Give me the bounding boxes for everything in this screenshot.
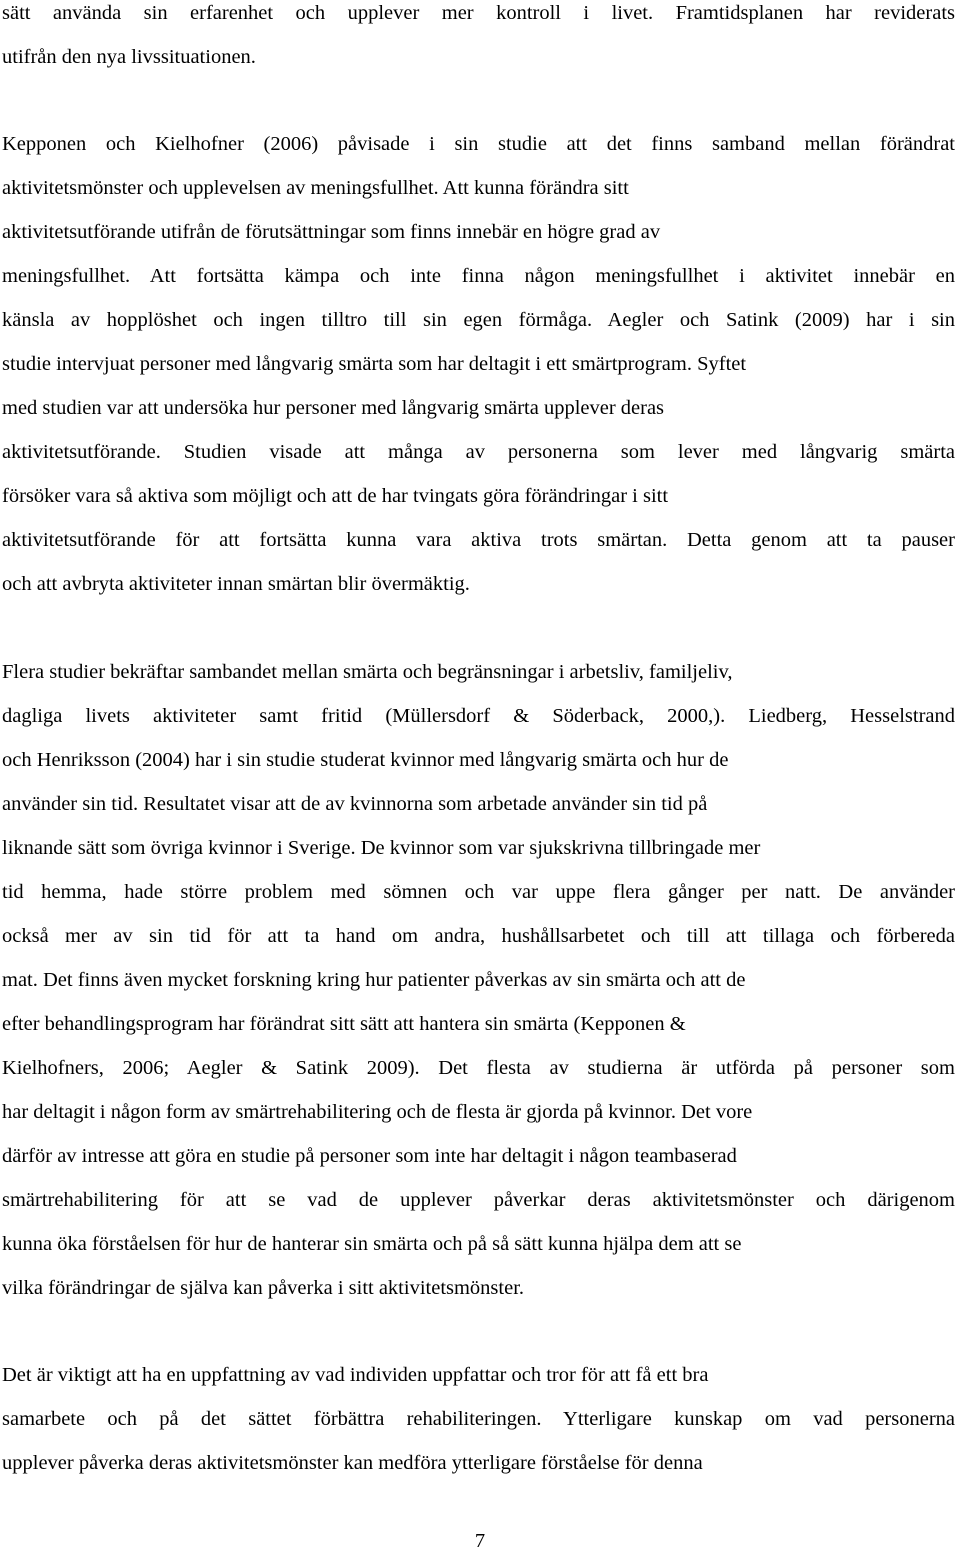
- text-line: Kepponen och Kielhofner (2006) påvisade i sin studie att det finns samband mellan förändrat: [2, 133, 955, 155]
- text-line: utifrån den nya livssituationen.: [2, 46, 256, 68]
- text-line: också mer av sin tid för att ta hand om andra, hushållsarbetet och till att tillaga och förbereda: [2, 925, 955, 947]
- text-line: därför av intresse att göra en studie på personer som inte har deltagit i någon teambaserad: [2, 1145, 737, 1167]
- text-line: aktivitetsmönster och upplevelsen av meningsfullhet. Att kunna förändra sitt: [2, 177, 629, 199]
- text-line: samarbete och på det sättet förbättra rehabiliteringen. Ytterligare kunskap om vad personerna: [2, 1408, 955, 1430]
- text-line: aktivitetsutförande utifrån de förutsättningar som finns innebär en högre grad av: [2, 221, 661, 243]
- text-line: Flera studier bekräftar sambandet mellan smärta och begränsningar i arbetsliv, familjeliv,: [2, 661, 733, 683]
- text-line: upplever påverka deras aktivitetsmönster kan medföra ytterligare förståelse för denna: [2, 1452, 703, 1474]
- text-line: meningsfullhet. Att fortsätta kämpa och inte finna någon meningsfullhet i aktivitet innebär en: [2, 265, 955, 287]
- text-line: vilka förändringar de själva kan påverka i sitt aktivitetsmönster.: [2, 1277, 525, 1299]
- text-line: och Henriksson (2004) har i sin studie studerat kvinnor med långvarig smärta och hur de: [2, 749, 729, 771]
- text-line: har deltagit i någon form av smärtrehabilitering och de flesta är gjorda på kvinnor. Det vore: [2, 1101, 753, 1123]
- text-line: använder sin tid. Resultatet visar att de av kvinnorna som arbetade använder sin tid på: [2, 793, 708, 815]
- page-number: 7: [474, 1530, 486, 1552]
- text-line: mat. Det finns även mycket forskning kring hur patienter påverkas av sin smärta och att de: [2, 969, 746, 991]
- text-line: aktivitetsutförande för att fortsätta kunna vara aktiva trots smärtan. Detta genom att ta pauser: [2, 529, 955, 551]
- text-line: smärtrehabilitering för att se vad de upplever påverkar deras aktivitetsmönster och därigenom: [2, 1189, 955, 1211]
- text-line: liknande sätt som övriga kvinnor i Sverige. De kvinnor som var sjukskrivna tillbringade mer: [2, 837, 761, 859]
- text-line: kunna öka förståelsen för hur de hanterar sin smärta och på så sätt kunna hjälpa dem att se: [2, 1233, 742, 1255]
- text-line: känsla av hopplöshet och ingen tilltro till sin egen förmåga. Aegler och Satink (2009) har i sin: [2, 309, 955, 331]
- text-line: försöker vara så aktiva som möjligt och att de har tvingats göra förändringar i sitt: [2, 485, 669, 507]
- text-line: sätt använda sin erfarenhet och upplever mer kontroll i livet. Framtidsplanen har reviderats: [2, 2, 955, 24]
- text-line: tid hemma, hade större problem med sömnen och var uppe flera gånger per natt. De använder: [2, 881, 955, 903]
- text-line: med studien var att undersöka hur personer med långvarig smärta upplever deras: [2, 397, 665, 419]
- text-line: efter behandlingsprogram har förändrat sitt sätt att hantera sin smärta (Kepponen &: [2, 1013, 686, 1035]
- text-line: och att avbryta aktiviteter innan smärtan blir övermäktig.: [2, 573, 470, 595]
- text-line: studie intervjuat personer med långvarig smärta som har deltagit i ett smärtprogram. Syftet: [2, 353, 747, 375]
- text-line: aktivitetsutförande. Studien visade att många av personerna som lever med långvarig smärta: [2, 441, 955, 463]
- text-line: dagliga livets aktiviteter samt fritid (Müllersdorf & Söderback, 2000,). Liedberg, Hesselstrand: [2, 705, 955, 727]
- text-line: Det är viktigt att ha en uppfattning av vad individen uppfattar och tror för att få ett bra: [2, 1364, 709, 1386]
- text-line: Kielhofners, 2006; Aegler & Satink 2009). Det flesta av studierna är utförda på personer som: [2, 1057, 955, 1079]
